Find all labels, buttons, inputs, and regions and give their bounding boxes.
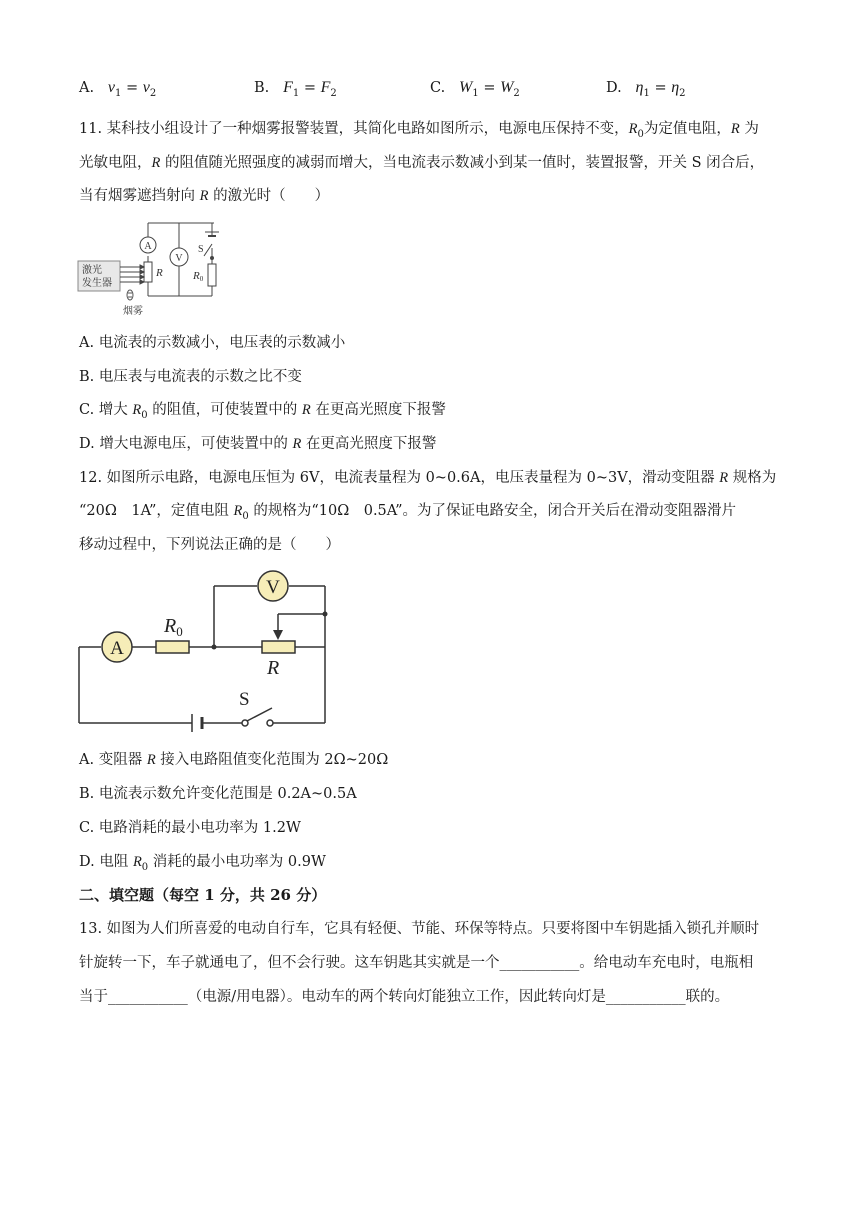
q11-ammeter-label: A	[144, 241, 152, 252]
q12-stem-line3: 移动过程中，下列说法正确的是（ ）	[79, 537, 340, 553]
q12-ammeter-label: A	[110, 638, 124, 659]
q11-stem-line2: 光敏电阻，R 的阻值随光照强度的减弱而增大，当电流表示数减小到某一值时，装置报警，开关 S 闭合后，	[79, 155, 765, 171]
q11-laser-beams	[120, 265, 144, 284]
q13-blank-3: ___________	[605, 989, 686, 1005]
q11-option-c: C. 增大 $R_0$ 的阻值，可使装置中的 R 在更高光照度下报警	[79, 402, 446, 421]
q10-option-d: D. $\eta_1 = \eta_2$	[606, 79, 686, 99]
q11-ammeter	[140, 237, 156, 253]
svg-text:R0: R0	[193, 270, 204, 283]
q13-stem-line2: 针旋转一下，车子就通电了，但不会行驶。这车钥匙其实就是一个___________。给电动车充电时，电瓶相	[79, 955, 754, 971]
q10-option-b: B. $F_1 = F_2$	[254, 79, 337, 99]
q12-option-d: D. 电阻 $R_0$ 消耗的最小电功率为 0.9W	[79, 854, 326, 873]
q12-rheostat-r	[262, 641, 295, 653]
section-heading-fill-in: 二、填空题（每空 1 分，共 26 分）	[79, 886, 327, 904]
q12-ammeter	[102, 632, 132, 662]
q11-smoke-icon	[127, 290, 133, 300]
q13-blank-1: ___________	[499, 955, 580, 971]
q13-stem-line1: 13. 如图为人们所喜爱的电动自行车，它具有轻便、节能、环保等特点。只要将图中车钥匙插入锁孔并顺时	[79, 921, 760, 937]
q12-resistor-r0	[156, 641, 189, 653]
q11-circuit-figure	[76, 218, 226, 320]
q10-options	[0, 0, 860, 99]
q13-blank-2: ___________	[108, 989, 188, 1005]
q12-circuit-figure	[74, 566, 336, 738]
q10-option-a: A. $v_1 = v_2$	[79, 79, 157, 99]
q11-stem-line3: 当有烟雾遮挡射向 R 的激光时（ ）	[79, 188, 330, 204]
q11-option-a: A. 电流表的示数减小，电压表的示数减小	[79, 335, 346, 351]
q10-option-c: C. $W_1 = W_2$	[430, 79, 520, 99]
q12-slider-arrow	[273, 630, 283, 640]
q11-option-d: D. 增大电源电压，可使装置中的 R 在更高光照度下报警	[79, 436, 437, 452]
q12-stem-line2: “20Ω 1A”，定值电阻 $R_0$ 的规格为“10Ω 0.5A”。为了保证电路安全，闭合开关后在滑动变阻器滑片	[79, 503, 737, 522]
q12-voltmeter-label: V	[266, 577, 280, 598]
q11-option-b: B. 电压表与电流表的示数之比不变	[79, 369, 302, 385]
q11-resistor-r	[144, 262, 152, 282]
q11-switch-label: S	[198, 244, 204, 255]
q12-switch-label: S	[239, 689, 250, 710]
q12-stem-line1: 12. 如图所示电路，电源电压恒为 6V，电流表量程为 0~0.6A，电压表量程为 0~3V，滑动变阻器 R 规格为	[79, 470, 777, 486]
q11-voltmeter-label: V	[175, 253, 183, 264]
q11-resistor-r0	[208, 264, 216, 286]
q11-laser-label-2: 发生器	[82, 278, 112, 289]
q13-stem-line3: 当于___________（电源/用电器）。电动车的两个转向灯能独立工作，因此转向灯是___________联的。	[79, 989, 730, 1005]
q12-battery	[192, 714, 202, 732]
q12-option-c: C. 电路消耗的最小电功率为 1.2W	[79, 820, 301, 836]
q12-voltmeter	[258, 571, 288, 601]
q12-switch	[242, 708, 273, 726]
q12-resistor-r0-label: R	[164, 615, 177, 637]
q11-resistor-r0-label: R	[193, 270, 200, 282]
q12-option-b: B. 电流表示数允许变化范围是 0.2A~0.5A	[79, 786, 357, 802]
q11-resistor-r-label: R	[156, 267, 163, 279]
q12-option-a: A. 变阻器 R 接入电路阻值变化范围为 2Ω~20Ω	[79, 752, 389, 768]
q11-laser-label-1: 激光	[82, 265, 102, 276]
svg-text:R0: $R_0$	[164, 615, 183, 639]
q11-stem-line1: 11. 某科技小组设计了一种烟雾报警装置，其简化电路如图所示，电源电压保持不变，$R_0$为定值电阻，R 为	[79, 121, 759, 140]
q11-smoke-label: 烟雾	[123, 306, 143, 317]
q11-voltmeter	[170, 248, 188, 266]
q12-rheostat-label: R	[267, 657, 280, 679]
